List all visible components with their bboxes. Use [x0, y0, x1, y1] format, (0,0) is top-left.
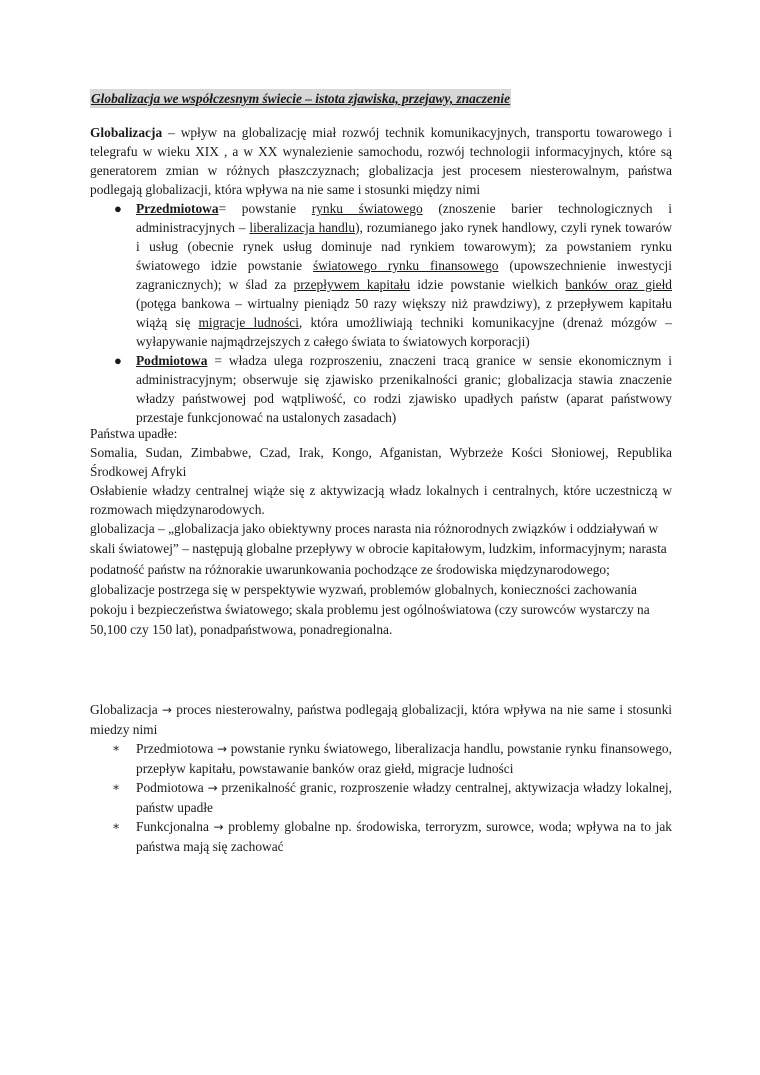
failed-states-list: Somalia, Sudan, Zimbabwe, Czad, Irak, Kongo, Afganistan, Wybrzeże Kości Słoniowej, Republika Środkowej Afryki	[90, 445, 672, 479]
summary-section	[90, 700, 672, 856]
types-list	[90, 199, 672, 427]
summary-item-funkcjonalna	[90, 817, 672, 856]
bullet-star-icon: ∗	[112, 741, 121, 755]
summary-item-text: powstanie rynku światowego, liberalizacja handlu, powstanie rynku finansowego, przepływ kapitału, powstawanie banków oraz giełd, migracje ludności	[136, 741, 672, 776]
bullet-dot-icon: ●	[114, 353, 122, 368]
przedmiotowa-underline-3: światowego rynku finansowego	[313, 258, 499, 273]
przedmiotowa-underline-1: rynku światowego	[311, 201, 423, 216]
przedmiotowa-term: Przedmiotowa	[136, 201, 219, 216]
summary-heading	[90, 700, 672, 739]
przedmiotowa-underline-2: liberalizacja handlu	[249, 220, 356, 235]
summary-item-term: Funkcjonalna	[136, 819, 209, 834]
summary-item-term: Podmiotowa	[136, 780, 204, 795]
podmiotowa-term: Podmiotowa	[136, 353, 208, 368]
przedmiotowa-text-3: ), rozumianego jako rynek handlowy, czyli rynek towarów i usług (obecnie rynek usług dominuje nad rynkiem towarowym); za powstaniem rynku światowego idzie powstanie	[136, 220, 673, 273]
bullet-star-icon: ∗	[112, 819, 121, 833]
summary-item-text: problemy globalne np. środowiska, terroryzm, surowce, woda; wpływa na to jak państwa mają się zachować	[136, 819, 672, 854]
list-item-podmiotowa	[90, 351, 672, 427]
intro-paragraph	[90, 123, 672, 199]
summary-item-term: Przedmiotowa	[136, 741, 214, 756]
arrow-right-icon: →	[161, 703, 172, 717]
definition-paragraph: globalizacja – „globalizacja jako obiektywny proces narasta nia różnorodnych związków i oddziaływań w skali światowej” – następują globalne przepływy w obrocie kapitałowym, ludzkim, informacyjnym; narasta podatność państw na różnorakie uwarunkowania pochodzące ze środowiska międzynarodowego; globalizacje postrzega się w perspektywie wyzwań, problemów globalnych, konieczności zachowania pokoju i bezpieczeństwa światowego; skala problemu jest ogólnoświatowa (czy surowców wystarczy na 50,100 czy 150 lat), ponadpaństwowa, ponadregionalna.	[90, 521, 667, 638]
summary-heading-text: proces niesterowalny, państwa podlegają globalizacji, która wpływa na nie same i stosunki miedzy nimi	[90, 702, 672, 737]
weakening-paragraph: Osłabienie władzy centralnej wiąże się z aktywizacją władz lokalnych i centralnych, które uczestniczą w rozmowach międzynarodowych.	[90, 483, 672, 517]
arrow-right-icon: →	[213, 820, 224, 834]
intro-text: – wpływ na globalizację miał rozwój technik komunikacyjnych, transportu towarowego i telegrafu w wieku XIX , a w XX wynalezienie samochodu, rozwój technologii informacyjnych, które są generatorem zmian w różnych płaszczyznach; globalizacja jest procesem niesterowalnym, państwa podlegają globalizacji, która wpływa na nie same i stosunki między nimi	[90, 125, 672, 197]
przedmiotowa-underline-6: migracje ludności	[198, 315, 299, 330]
arrow-right-icon: →	[217, 742, 228, 756]
przedmiotowa-underline-5: banków oraz giełd	[565, 277, 672, 292]
intro-term: Globalizacja	[90, 125, 163, 140]
przedmiotowa-text-7: , która umożliwiają techniki komunikacyjne (drenaż mózgów – wyłapywanie najmądrzejszych z całego świata to światowych korporacji)	[136, 315, 672, 349]
bullet-dot-icon: ●	[114, 201, 122, 216]
summary-item-przedmiotowa	[90, 739, 672, 778]
przedmiotowa-text-2: (znoszenie barier technologicznych i administracyjnych –	[136, 201, 672, 235]
przedmiotowa-text-6: (potęga bankowa – wirtualny pieniądz 50 razy większy niż prawdziwy), z przepływem kapitału wiążą się	[136, 296, 672, 330]
summary-item-podmiotowa	[90, 778, 672, 817]
przedmiotowa-underline-4: przepływem kapitału	[293, 277, 411, 292]
summary-heading-term: Globalizacja	[90, 702, 158, 717]
page-title: Globalizacja we współczesnym świecie – istota zjawiska, przejawy, znaczenie	[91, 91, 511, 106]
przedmiotowa-text-1: = powstanie	[218, 201, 312, 216]
bullet-star-icon: ∗	[112, 780, 121, 794]
arrow-right-icon: →	[207, 781, 218, 795]
summary-item-text: przenikalność granic, rozproszenie władzy centralnej, aktywizacja władzy lokalnej, państw upadłe	[136, 780, 672, 815]
failed-states-label: Państwa upadłe:	[90, 426, 178, 441]
list-item-przedmiotowa	[90, 199, 672, 351]
podmiotowa-text: = władza ulega rozproszeniu, znaczeni tracą granice w sensie ekonomicznym i administracyjnym; obserwuje się zjawisko przenikalności granic; globalizacja stawia znaczenie władzy państwowej pod wątpliwość, co rodzi zjawisko upadłych państw (aparat państwowy przestaje funkcjonować na ustalonych zasadach)	[136, 353, 672, 425]
przedmiotowa-text-4: (upowszechnienie inwestycji zagranicznych); w ślad za	[136, 258, 672, 292]
przedmiotowa-text-5: idzie powstanie wielkich	[410, 277, 566, 292]
